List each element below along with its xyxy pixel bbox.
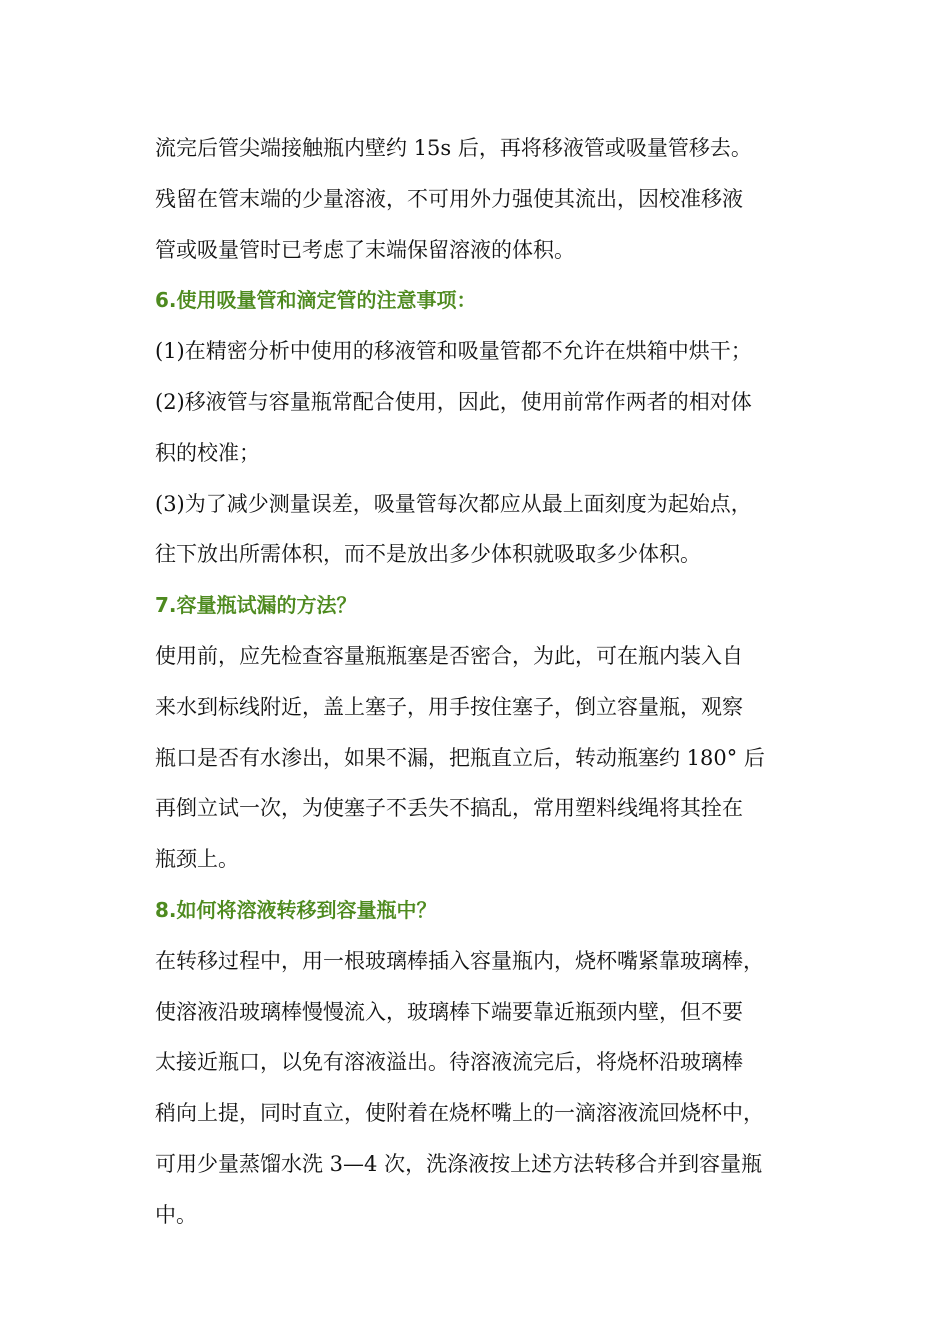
body-line: 残留在管末端的少量溶液，不可用外力强使其流出，因校准移液 <box>155 186 743 211</box>
body-line: 往下放出所需体积，而不是放出多少体积就吸取多少体积。 <box>155 542 701 567</box>
section-heading-6: 6.使用吸量管和滴定管的注意事项： <box>155 288 477 313</box>
body-line: 中。 <box>155 1202 197 1227</box>
body-line: 稍向上提，同时直立，使附着在烧杯嘴上的一滴溶液流回烧杯中， <box>155 1101 764 1126</box>
body-line: 使用前，应先检查容量瓶瓶塞是否密合，为此，可在瓶内装入自 <box>155 643 743 668</box>
body-line: (2)移液管与容量瓶常配合使用，因此，使用前常作两者的相对体 <box>155 389 752 414</box>
body-line: 管或吸量管时已考虑了末端保留溶液的体积。 <box>155 237 575 262</box>
body-line: 太接近瓶口，以免有溶液溢出。待溶液流完后，将烧杯沿玻璃棒 <box>155 1050 743 1075</box>
document-body <box>155 123 815 1241</box>
body-line: 来水到标线附近，盖上塞子，用手按住塞子，倒立容量瓶，观察 <box>155 694 743 719</box>
body-line: (1)在精密分析中使用的移液管和吸量管都不允许在烘箱中烘干； <box>155 339 752 364</box>
body-line: 流完后管尖端接触瓶内壁约 15s 后，再将移液管或吸量管移去。 <box>155 136 752 160</box>
body-line: 积的校准； <box>155 440 260 465</box>
section-heading-8: 8.如何将溶液转移到容量瓶中？ <box>155 897 437 922</box>
body-line: 可用少量蒸馏水洗 3—4 次，洗涤液按上述方法转移合并到容量瓶 <box>155 1151 763 1176</box>
body-line: 瓶口是否有水渗出，如果不漏，把瓶直立后，转动瓶塞约 180° 后 <box>155 745 765 770</box>
body-line: 瓶颈上。 <box>155 847 239 872</box>
body-line: 再倒立试一次，为使塞子不丢失不搞乱，常用塑料线绳将其拴在 <box>155 796 743 821</box>
body-line: 使溶液沿玻璃棒慢慢流入，玻璃棒下端要靠近瓶颈内壁，但不要 <box>155 999 743 1024</box>
body-line: (3)为了减少测量误差，吸量管每次都应从最上面刻度为起始点， <box>155 491 752 516</box>
body-line: 在转移过程中，用一根玻璃棒插入容量瓶内，烧杯嘴紧靠玻璃棒， <box>155 948 764 973</box>
section-heading-7: 7.容量瓶试漏的方法？ <box>155 593 357 618</box>
